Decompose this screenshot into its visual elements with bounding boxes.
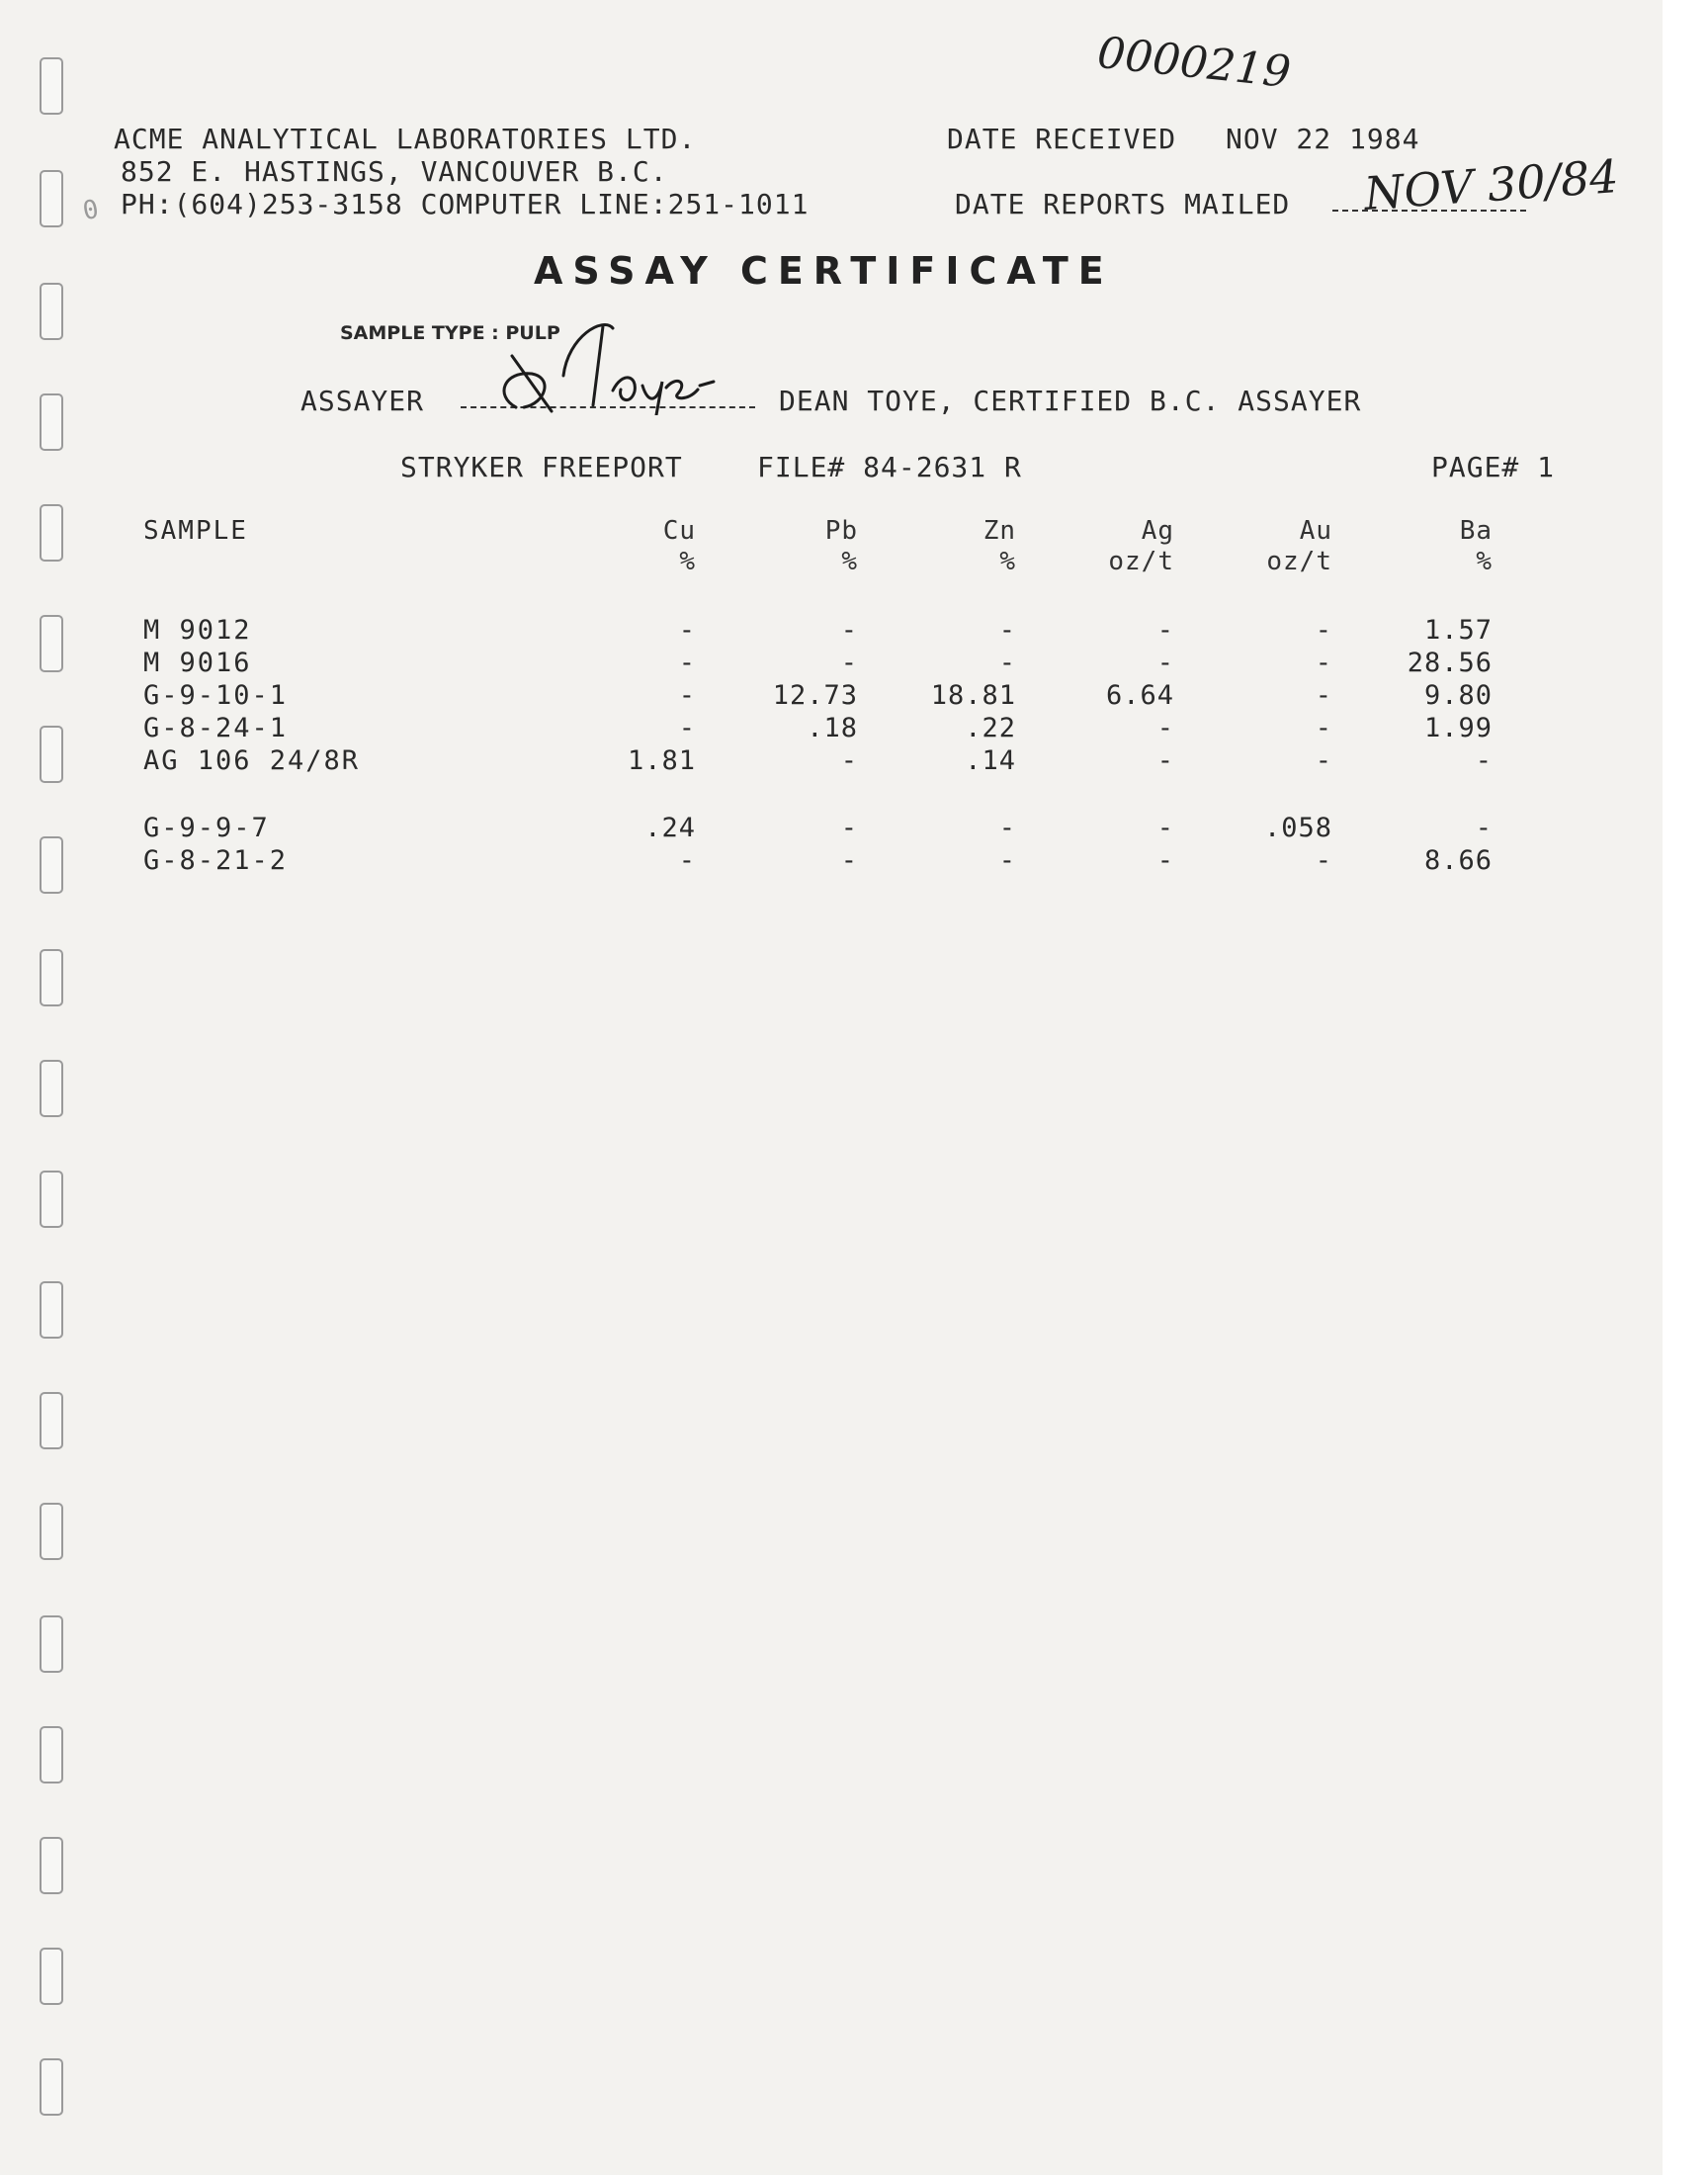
table-cell-cu: -: [678, 845, 696, 876]
column-header-ba: Ba: [1459, 516, 1493, 546]
table-row-sample: M 9012: [143, 615, 252, 646]
table-cell-zn: .22: [965, 713, 1016, 743]
table-cell-cu: -: [678, 615, 696, 646]
feed-hole: [40, 1615, 63, 1673]
date-received-value: NOV 22 1984: [1226, 123, 1420, 155]
table-cell-au: -: [1315, 713, 1332, 743]
date-mailed-value: NOV 30/84: [1362, 149, 1621, 220]
table-cell-ba: 28.56: [1407, 648, 1493, 678]
feed-hole: [40, 393, 63, 451]
feed-hole: [40, 1948, 63, 2005]
table-cell-pb: -: [840, 648, 858, 678]
page-number: PAGE# 1: [1431, 451, 1556, 483]
table-cell-ag: -: [1156, 745, 1174, 776]
column-unit-pb: %: [841, 547, 858, 576]
table-cell-au: -: [1315, 845, 1332, 876]
table-cell-zn: -: [998, 648, 1016, 678]
sample-column-header: SAMPLE: [143, 516, 248, 546]
feed-hole: [40, 1726, 63, 1784]
column-header-pb: Pb: [824, 516, 858, 546]
feed-hole: [40, 283, 63, 340]
feed-hole: [40, 615, 63, 672]
table-cell-ag: -: [1156, 713, 1174, 743]
table-cell-pb: 12.73: [772, 680, 858, 711]
feed-hole: [40, 836, 63, 894]
certificate-title: ASSAY CERTIFICATE: [534, 249, 1114, 293]
table-row-sample: G-9-9-7: [143, 813, 270, 843]
assayer-name: DEAN TOYE, CERTIFIED B.C. ASSAYER: [779, 385, 1362, 417]
table-row-sample: M 9016: [143, 648, 252, 678]
lab-name: ACME ANALYTICAL LABORATORIES LTD.: [114, 123, 697, 155]
table-cell-au: .058: [1263, 813, 1332, 843]
column-unit-au: oz/t: [1266, 547, 1332, 576]
feed-hole: [40, 1503, 63, 1560]
date-received-label: DATE RECEIVED: [947, 123, 1177, 155]
table-cell-ba: 1.57: [1423, 615, 1493, 646]
project-name: STRYKER FREEPORT: [400, 451, 683, 483]
table-cell-zn: .14: [965, 745, 1016, 776]
table-cell-ag: -: [1156, 813, 1174, 843]
assayer-label: ASSAYER: [300, 385, 425, 417]
feed-hole: [40, 1171, 63, 1228]
feed-hole: [40, 504, 63, 562]
feed-hole: [40, 726, 63, 783]
table-cell-ag: -: [1156, 615, 1174, 646]
table-cell-cu: -: [678, 680, 696, 711]
lab-phone: PH:(604)253-3158 COMPUTER LINE:251-1011: [121, 188, 810, 220]
table-row-sample: G-8-21-2: [143, 845, 289, 876]
feed-hole: [40, 57, 63, 115]
column-unit-ba: %: [1476, 547, 1493, 576]
table-cell-au: -: [1315, 680, 1332, 711]
table-cell-zn: -: [998, 615, 1016, 646]
tractor-feed-holes: [0, 0, 79, 2175]
date-mailed-label: DATE REPORTS MAILED: [955, 188, 1291, 220]
table-cell-au: -: [1315, 615, 1332, 646]
table-cell-cu: 1.81: [627, 745, 696, 776]
table-cell-pb: .18: [807, 713, 858, 743]
table-cell-ba: 9.80: [1423, 680, 1493, 711]
feed-hole: [40, 1837, 63, 1894]
table-cell-ag: 6.64: [1105, 680, 1174, 711]
table-cell-zn: -: [998, 813, 1016, 843]
table-cell-ba: 1.99: [1423, 713, 1493, 743]
feed-hole: [40, 1281, 63, 1339]
table-row-sample: G-8-24-1: [143, 713, 289, 743]
column-header-au: Au: [1299, 516, 1332, 546]
table-row-sample: AG 106 24/8R: [143, 745, 361, 776]
faint-stamp-number: 0: [80, 194, 102, 227]
column-unit-zn: %: [999, 547, 1016, 576]
feed-hole: [40, 1060, 63, 1117]
column-header-ag: Ag: [1141, 516, 1174, 546]
table-row-sample: G-9-10-1: [143, 680, 289, 711]
table-cell-pb: -: [840, 745, 858, 776]
feed-hole: [40, 170, 63, 227]
table-cell-au: -: [1315, 648, 1332, 678]
table-cell-au: -: [1315, 745, 1332, 776]
table-cell-pb: -: [840, 845, 858, 876]
table-cell-ag: -: [1156, 845, 1174, 876]
table-cell-cu: -: [678, 648, 696, 678]
feed-hole: [40, 1392, 63, 1449]
table-cell-pb: -: [840, 615, 858, 646]
file-number: FILE# 84-2631 R: [757, 451, 1022, 483]
table-cell-zn: 18.81: [930, 680, 1016, 711]
table-cell-ba: -: [1475, 745, 1493, 776]
assayer-signature: [455, 316, 771, 415]
table-cell-cu: .24: [644, 813, 696, 843]
column-unit-ag: oz/t: [1108, 547, 1174, 576]
table-cell-ba: -: [1475, 813, 1493, 843]
feed-hole: [40, 2058, 63, 2116]
sample-type: SAMPLE TYPE : PULP: [340, 322, 560, 344]
column-unit-cu: %: [679, 547, 696, 576]
column-header-cu: Cu: [662, 516, 696, 546]
document-number: 0000219: [1094, 27, 1294, 99]
lab-address: 852 E. HASTINGS, VANCOUVER B.C.: [121, 155, 668, 188]
table-cell-ba: 8.66: [1423, 845, 1493, 876]
table-cell-zn: -: [998, 845, 1016, 876]
table-cell-cu: -: [678, 713, 696, 743]
table-cell-ag: -: [1156, 648, 1174, 678]
column-header-zn: Zn: [982, 516, 1016, 546]
table-cell-pb: -: [840, 813, 858, 843]
page-edge: [1663, 0, 1708, 2175]
feed-hole: [40, 949, 63, 1006]
